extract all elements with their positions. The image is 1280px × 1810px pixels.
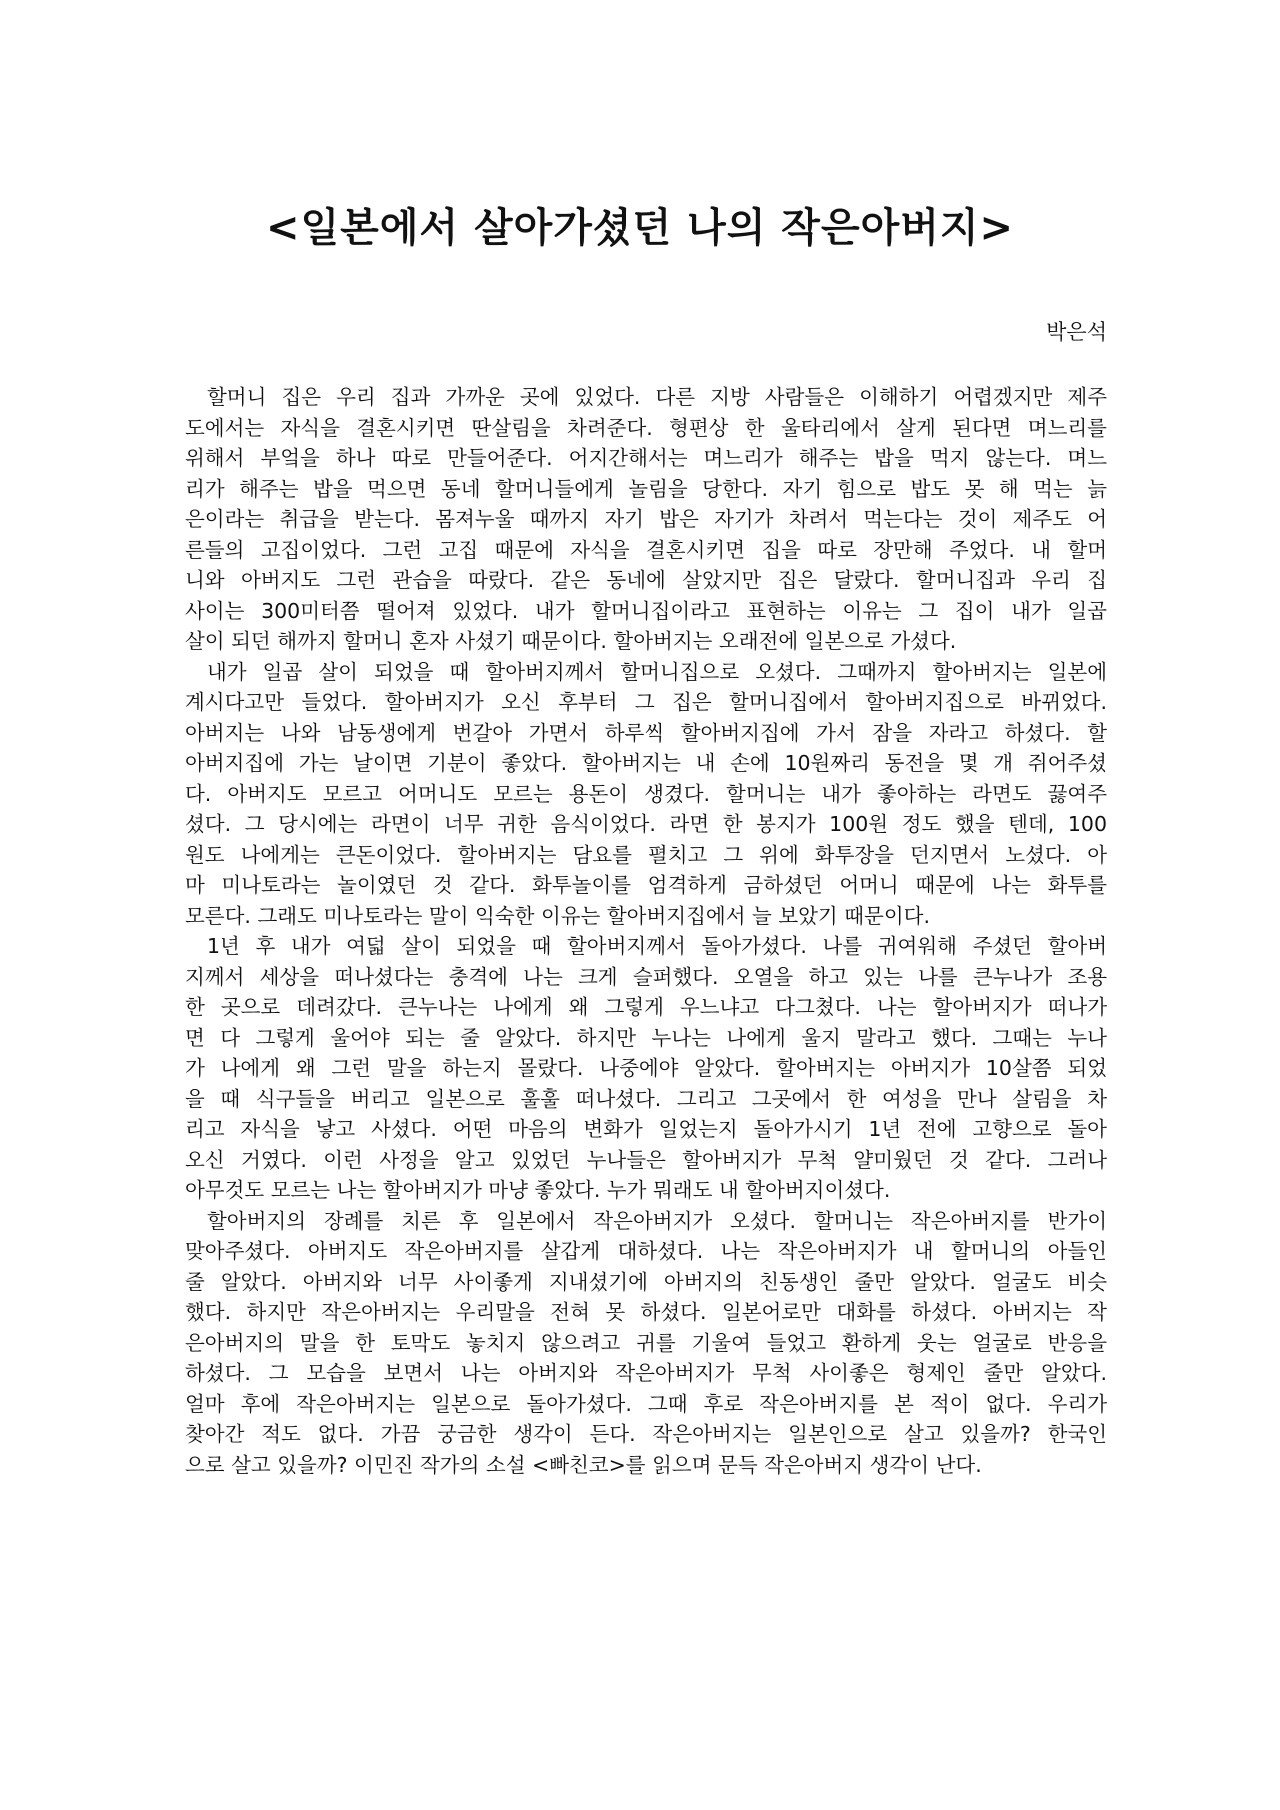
text-line: 오신 거였다. 이런 사정을 알고 있었던 누나들은 할아버지가 무척 얄미웠던 것 같다. 그러나	[185, 1147, 1107, 1172]
text-line: 셨다. 그 당시에는 라면이 너무 귀한 음식이었다. 라면 한 봉지가 100원 정도 했을 텐데, 100	[185, 812, 1107, 836]
text-line: 한 곳으로 데려갔다. 큰누나는 나에게 왜 그렇게 우느냐고 다그쳤다. 나는 할아버지가 떠나가	[185, 995, 1107, 1019]
text-line: 아버지집에 가는 날이면 기분이 좋았다. 할아버지는 내 손에 10원짜리 동전을 몇 개 쥐어주셨	[185, 751, 1107, 775]
text-line: 도에서는 자식을 결혼시키면 딴살림을 차려준다. 형편상 한 울타리에서 살게 된다면 며느리를	[185, 415, 1107, 440]
text-line: 아무것도 모르는 나는 할아버지가 마냥 좋았다. 누가 뭐래도 내 할아버지이셨다.	[185, 1178, 891, 1202]
document-title: <일본에서 살아가셨던 나의 작은아버지>	[265, 205, 1015, 251]
text-line: 른들의 고집이었다. 그런 고집 때문에 자식을 결혼시키면 집을 따로 장만해 주었다. 내 할머	[185, 537, 1107, 562]
text-line: 줄 알았다. 아버지와 너무 사이좋게 지내셨기에 아버지의 친동생인 줄만 알았다. 얼굴도 비슷	[185, 1269, 1107, 1294]
text-line: 맞아주셨다. 아버지도 작은아버지를 살갑게 대하셨다. 나는 작은아버지가 내 할머니의 아들인	[185, 1239, 1107, 1263]
text-line: 지께서 세상을 떠나셨다는 충격에 나는 크게 슬퍼했다. 오열을 하고 있는 나를 큰누나가 조용	[185, 964, 1107, 989]
text-line: 1년 후 내가 여덟 살이 되었을 때 할아버지께서 돌아가셨다. 나를 귀여워해 주셨던 할아버	[207, 934, 1107, 958]
text-line: 내가 일곱 살이 되었을 때 할아버지께서 할머니집으로 오셨다. 그때까지 할아버지는 일본에	[207, 659, 1107, 684]
paragraph	[185, 1206, 1107, 1481]
text-line: 찾아간 적도 없다. 가끔 궁금한 생각이 든다. 작은아버지는 일본인으로 살고 있을까? 한국인	[185, 1422, 1107, 1446]
paragraph	[185, 657, 1107, 932]
text-line: 면 다 그렇게 울어야 되는 줄 알았다. 하지만 누나는 나에게 울지 말라고 했다. 그때는 누나	[185, 1025, 1107, 1050]
text-line: 얼마 후에 작은아버지는 일본으로 돌아가셨다. 그때 후로 작은아버지를 본 적이 없다. 우리가	[185, 1391, 1107, 1416]
paragraph	[185, 931, 1107, 1206]
text-line: 모른다. 그래도 미나토라는 말이 익숙한 이유는 할아버지집에서 늘 보았기 때문이다.	[185, 903, 930, 928]
author-name: 박은석	[1046, 320, 1107, 344]
text-line: 살이 되던 해까지 할머니 혼자 사셨기 때문이다. 할아버지는 오래전에 일본으로 가셨다.	[185, 629, 957, 653]
text-line: 으로 살고 있을까? 이민진 작가의 소설 <빠친코>를 읽으며 문득 작은아버지 생각이 난다.	[185, 1452, 982, 1477]
text-line: 원도 나에게는 큰돈이었다. 할아버지는 담요를 펼치고 그 위에 화투장을 던지면서 노셨다. 아	[185, 842, 1107, 867]
text-line: 을 때 식구들을 버리고 일본으로 훌훌 떠나셨다. 그리고 그곳에서 한 여성을 만나 살림을 차	[185, 1086, 1107, 1111]
text-line: 리가 해주는 밥을 먹으면 동네 할머니들에게 놀림을 당한다. 자기 힘으로 밥도 못 해 먹는 늙	[185, 476, 1107, 501]
paragraph	[185, 382, 1107, 657]
text-line: 했다. 하지만 작은아버지는 우리말을 전혀 못 하셨다. 일본어로만 대화를 하셨다. 아버지는 작	[185, 1300, 1107, 1324]
text-line: 은아버지의 말을 한 토막도 놓치지 않으려고 귀를 기울여 들었고 환하게 웃는 얼굴로 반응을	[185, 1330, 1107, 1355]
text-line: 위해서 부엌을 하나 따로 만들어준다. 어지간해서는 며느리가 해주는 밥을 먹지 않는다. 며느	[185, 446, 1107, 470]
text-line: 할머니 집은 우리 집과 가까운 곳에 있었다. 다른 지방 사람들은 이해하기 어렵겠지만 제주	[207, 385, 1107, 409]
text-line: 계시다고만 들었다. 할아버지가 오신 후부터 그 집은 할머니집에서 할아버지집으로 바뀌었다.	[185, 690, 1107, 714]
text-line: 가 나에게 왜 그런 말을 하는지 몰랐다. 나중에야 알았다. 할아버지는 아버지가 10살쯤 되었	[185, 1056, 1107, 1080]
text-line: 리고 자식을 낳고 사셨다. 어떤 마음의 변화가 일었는지 돌아가시기 1년 전에 고향으로 돌아	[185, 1117, 1107, 1141]
text-line: 니와 아버지도 그런 관습을 따랐다. 같은 동네에 살았지만 집은 달랐다. 할머니집과 우리 집	[185, 568, 1107, 592]
text-line: 아버지는 나와 남동생에게 번갈아 가면서 하루씩 할아버지집에 가서 잠을 자라고 하셨다. 할	[185, 720, 1107, 745]
text-line: 마 미나토라는 놀이였던 것 같다. 화투놀이를 엄격하게 금하셨던 어머니 때문에 나는 화투를	[185, 873, 1107, 897]
text-line: 사이는 300미터쯤 떨어져 있었다. 내가 할머니집이라고 표현하는 이유는 그 집이 내가 일곱	[185, 598, 1107, 623]
text-line: 할아버지의 장례를 치른 후 일본에서 작은아버지가 오셨다. 할머니는 작은아버지를 반가이	[207, 1208, 1107, 1233]
text-line: 하셨다. 그 모습을 보면서 나는 아버지와 작은아버지가 무척 사이좋은 형제인 줄만 알았다.	[185, 1361, 1107, 1385]
document-body	[185, 382, 1107, 1480]
text-line: 다. 아버지도 모르고 어머니도 모르는 용돈이 생겼다. 할머니는 내가 좋아하는 라면도 끓여주	[185, 781, 1107, 806]
text-line: 은이라는 취급을 받는다. 몸져누울 때까지 자기 밥은 자기가 차려서 먹는다는 것이 제주도 어	[185, 507, 1107, 531]
